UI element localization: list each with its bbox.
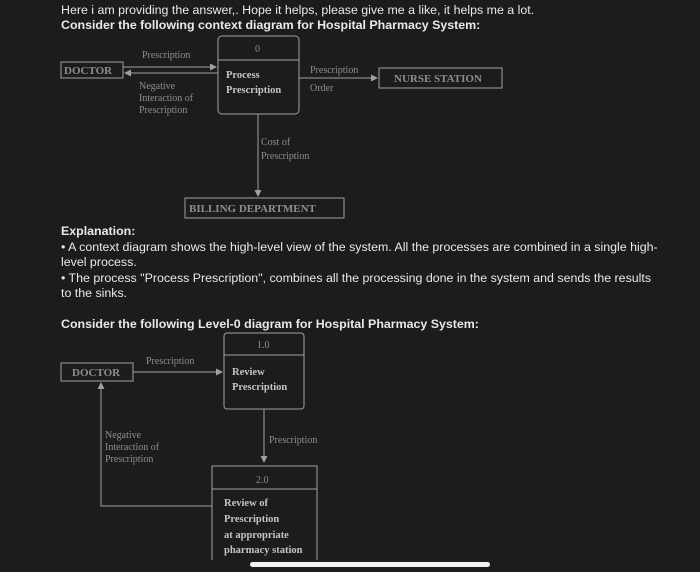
level0-flow-label-prescription-down: Prescription: [269, 435, 318, 446]
flow-label-prescription: Prescription: [142, 50, 191, 61]
process-label-line2: Prescription: [226, 85, 282, 96]
flow-label-negative-1: Negative: [139, 81, 176, 92]
process-label-line1: Process: [226, 70, 260, 81]
intro-text: Here i am providing the answer,. Hope it helps, please give me a like, it helps me a lot.: [61, 3, 535, 17]
explanation-bullet-2-line-1: • The process "Process Prescription", combines all the processing done in the system and sends the results: [61, 271, 652, 285]
doctor-entity-label: DOCTOR: [64, 65, 113, 77]
home-indicator-bar[interactable]: [250, 562, 490, 567]
process-1-label-line2: Prescription: [232, 382, 288, 393]
flow-label-cost-2: Prescription: [261, 151, 310, 162]
level0-diagram: [0, 330, 700, 560]
explanation-bullet-2-line-2: to the sinks.: [61, 286, 128, 300]
process-1-label-line1: Review: [232, 367, 265, 378]
flow-label-cost-1: Cost of: [261, 137, 291, 148]
level0-diagram-heading: Consider the following Level-0 diagram for Hospital Pharmacy System:: [61, 317, 479, 331]
process-2-label-line2: Prescription: [224, 514, 280, 525]
process-1-number: 1.0: [257, 340, 270, 351]
billing-department-label: BILLING DEPARTMENT: [189, 203, 316, 215]
flow-label-order-2: Order: [310, 83, 334, 94]
level0-doctor-entity-label: DOCTOR: [72, 367, 121, 379]
process-2-label-line3: at appropriate: [224, 530, 289, 541]
explanation-heading: Explanation:: [61, 224, 136, 238]
level0-flow-label-negative-2: Interaction of: [105, 442, 160, 453]
flow-label-order-1: Prescription: [310, 65, 359, 76]
nurse-station-label: NURSE STATION: [394, 73, 482, 85]
level0-flow-label-prescription: Prescription: [146, 356, 195, 367]
flow-label-negative-3: Prescription: [139, 105, 188, 116]
explanation-bullet-1-line-1: • A context diagram shows the high-level view of the system. All the processes are combined in a single high-: [61, 240, 658, 254]
process-2-label-line4: pharmacy station: [224, 545, 303, 556]
process-number: 0: [255, 44, 260, 55]
level0-flow-label-negative-3: Prescription: [105, 454, 154, 465]
level0-flow-label-negative-1: Negative: [105, 430, 142, 441]
context-diagram: [0, 0, 700, 230]
context-diagram-heading: Consider the following context diagram for Hospital Pharmacy System:: [61, 18, 481, 32]
explanation-bullet-1-line-2: level process.: [61, 255, 137, 269]
process-2-number: 2.0: [256, 475, 269, 486]
flow-label-negative-2: Interaction of: [139, 93, 194, 104]
process-2-label-line1: Review of: [224, 498, 269, 509]
